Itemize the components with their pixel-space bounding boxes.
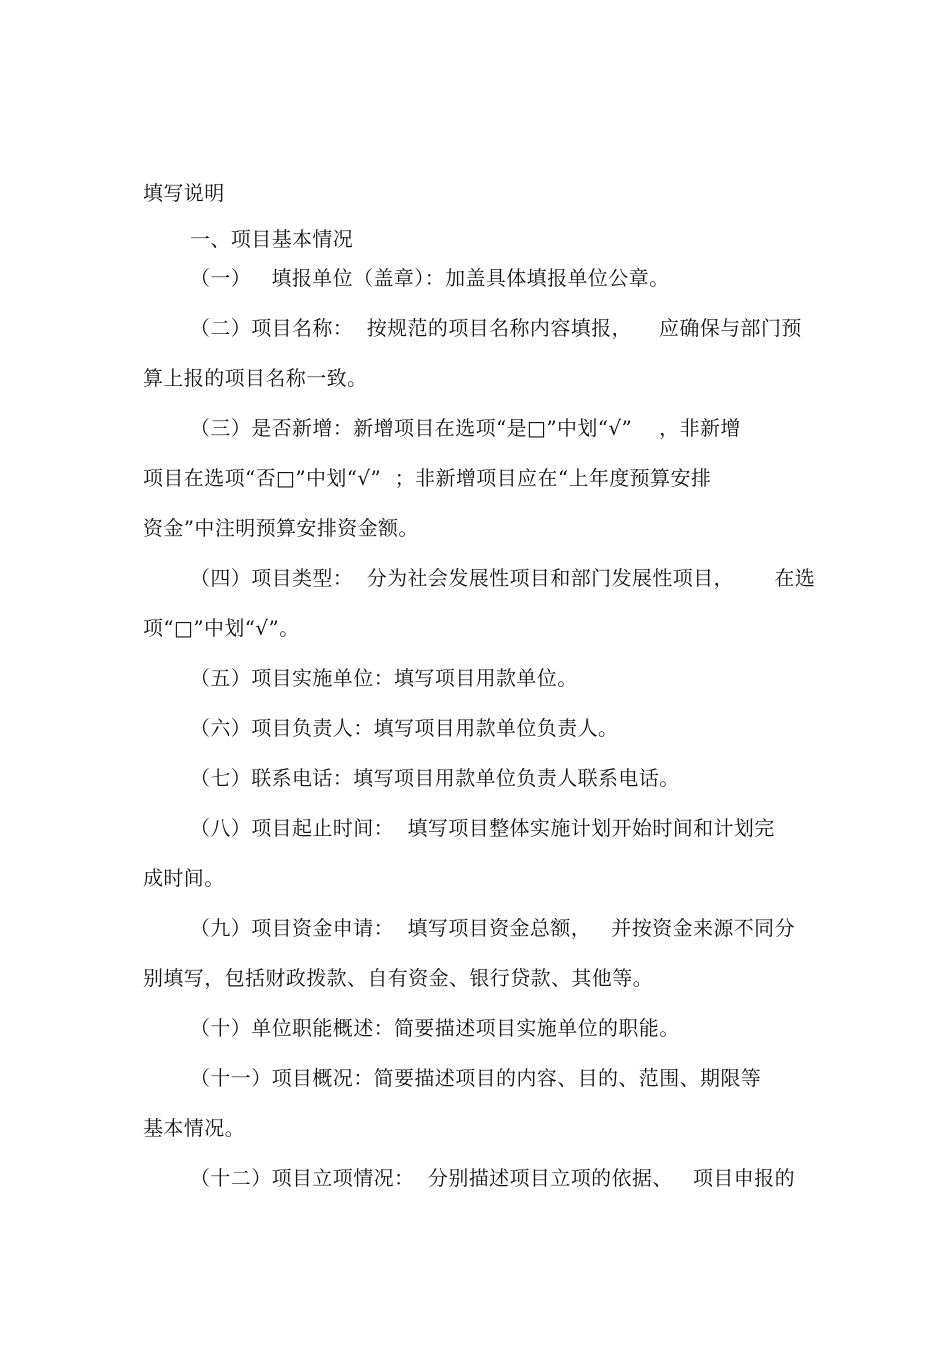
item-8-line-1: （八）项目起止时间： 填写项目整体实施计划开始时间和计划完 — [190, 816, 775, 840]
item-6-line-1: （六）项目负责人：填写项目用款单位负责人。 — [190, 716, 619, 740]
item-3-line-2: 项目在选项“否□”中划“√” ；非新增项目应在“上年度预算安排 — [143, 466, 712, 490]
item-11-line-2: 基本情况。 — [143, 1116, 245, 1140]
item-3-line-1: （三）是否新增：新增项目在选项“是□”中划“√” ，非新增 — [190, 416, 741, 440]
item-5-line-1: （五）项目实施单位：填写项目用款单位。 — [190, 666, 578, 690]
section-heading: 一、项目基本情况 — [190, 227, 354, 251]
item-12-line-1: （十二）项目立项情况： 分别描述项目立项的依据、 项目申报的 — [190, 1166, 795, 1190]
item-4-line-1: （四）项目类型： 分为社会发展性项目和部门发展性项目， 在选 — [190, 566, 816, 590]
item-9-line-1: （九）项目资金申请： 填写项目资金总额， 并按资金来源不同分 — [190, 916, 795, 940]
item-8-line-2: 成时间。 — [143, 866, 225, 890]
item-4-line-2: 项“□”中划“√”。 — [143, 616, 300, 640]
item-2-line-2: 算上报的项目名称一致。 — [143, 366, 368, 390]
item-10-line-1: （十）单位职能概述：简要描述项目实施单位的职能。 — [190, 1016, 680, 1040]
document-title: 填写说明 — [143, 181, 225, 205]
item-11-line-1: （十一）项目概况：简要描述项目的内容、目的、范围、期限等 — [190, 1066, 762, 1090]
item-7-line-1: （七）联系电话：填写项目用款单位负责人联系电话。 — [190, 766, 680, 790]
item-2-line-1: （二）项目名称： 按规范的项目名称内容填报， 应确保与部门预 — [190, 316, 802, 340]
item-9-line-2: 别填写，包括财政拨款、自有资金、银行贷款、其他等。 — [143, 966, 653, 990]
item-1-line-1: （一） 填报单位（盖章）：加盖具体填报单位公章。 — [190, 266, 670, 290]
item-3-line-3: 资金”中注明预算安排资金额。 — [143, 516, 419, 540]
